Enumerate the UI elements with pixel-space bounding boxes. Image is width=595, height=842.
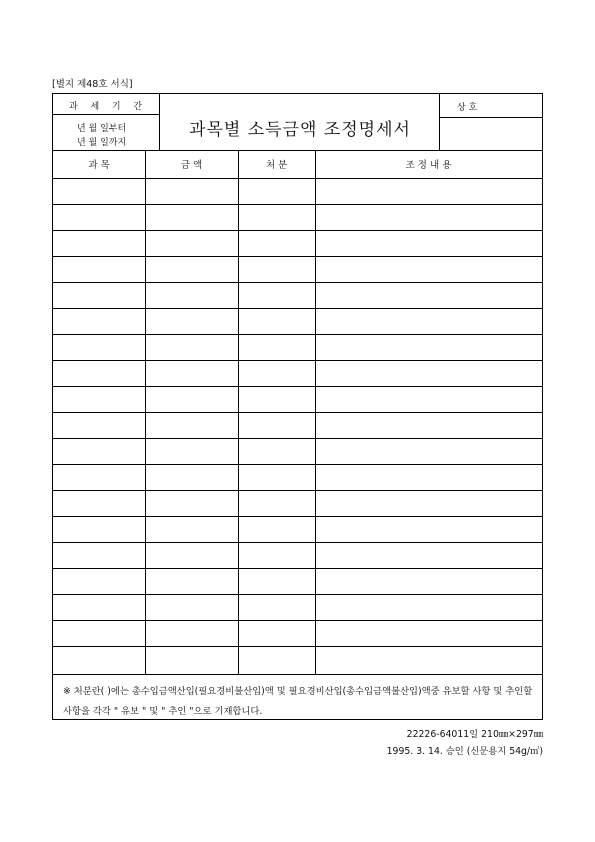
cell-disposal[interactable] <box>239 256 315 282</box>
header-divider-left <box>159 94 160 150</box>
cell-disposal[interactable] <box>239 542 315 568</box>
cell-disposal[interactable] <box>239 490 315 516</box>
cell-disposal[interactable] <box>239 412 315 438</box>
cell-amount[interactable] <box>146 646 238 672</box>
cell-subject[interactable] <box>53 646 145 672</box>
cell-disposal[interactable] <box>239 308 315 334</box>
cell-amount[interactable] <box>146 282 238 308</box>
table-row <box>53 204 542 230</box>
cell-amount[interactable] <box>146 204 238 230</box>
cell-amount[interactable] <box>146 360 238 386</box>
period-from-line: 년 월 일부터 <box>77 124 127 134</box>
cell-amount[interactable] <box>146 464 238 490</box>
cell-content[interactable] <box>316 256 542 282</box>
cell-amount[interactable] <box>146 412 238 438</box>
cell-content[interactable] <box>316 438 542 464</box>
cell-amount[interactable] <box>146 438 238 464</box>
cell-content[interactable] <box>316 594 542 620</box>
column-header-amount: 금 액 <box>180 160 203 171</box>
cell-amount[interactable] <box>146 178 238 204</box>
cell-amount[interactable] <box>146 542 238 568</box>
tax-period-label: 과 세 기 간 <box>69 102 148 112</box>
adjustment-form <box>52 93 543 720</box>
cell-disposal[interactable] <box>239 282 315 308</box>
table-row <box>53 386 542 412</box>
cell-amount[interactable] <box>146 490 238 516</box>
table-row <box>53 438 542 464</box>
company-name-field[interactable] <box>440 118 542 149</box>
table-row <box>53 568 542 594</box>
cell-amount[interactable] <box>146 568 238 594</box>
cell-content[interactable] <box>316 204 542 230</box>
cell-content[interactable] <box>316 490 542 516</box>
cell-subject[interactable] <box>53 412 145 438</box>
cell-content[interactable] <box>316 282 542 308</box>
form-number: [별지 제48호 서식] <box>52 79 133 90</box>
cell-content[interactable] <box>316 516 542 542</box>
cell-subject[interactable] <box>53 256 145 282</box>
period-divider <box>53 114 159 115</box>
cell-amount[interactable] <box>146 230 238 256</box>
cell-disposal[interactable] <box>239 438 315 464</box>
cell-disposal[interactable] <box>239 178 315 204</box>
company-name-label: 상 호 <box>457 103 478 113</box>
cell-subject[interactable] <box>53 438 145 464</box>
table-row <box>53 360 542 386</box>
cell-amount[interactable] <box>146 256 238 282</box>
cell-disposal[interactable] <box>239 646 315 672</box>
cell-disposal[interactable] <box>239 360 315 386</box>
table-row <box>53 490 542 516</box>
cell-content[interactable] <box>316 334 542 360</box>
cell-content[interactable] <box>316 542 542 568</box>
table-row <box>53 594 542 620</box>
form-title: 과목별 소득금액 조정명세서 <box>189 120 411 140</box>
cell-content[interactable] <box>316 620 542 646</box>
cell-content[interactable] <box>316 412 542 438</box>
instruction-note: ※ 처분란( )에는 총수입금액산입(필요경비불산입)액 및 필요경비산입(총수입금액불산입)액중 유보할 사항 및 추인할 사항을 각각 " 유보 " 및 " 추인 "으로 기재합니다. <box>63 686 533 717</box>
cell-subject[interactable] <box>53 334 145 360</box>
cell-content[interactable] <box>316 230 542 256</box>
cell-disposal[interactable] <box>239 594 315 620</box>
cell-subject[interactable] <box>53 620 145 646</box>
cell-subject[interactable] <box>53 464 145 490</box>
cell-subject[interactable] <box>53 516 145 542</box>
cell-disposal[interactable] <box>239 204 315 230</box>
cell-content[interactable] <box>316 178 542 204</box>
table-row <box>53 646 542 672</box>
cell-subject[interactable] <box>53 178 145 204</box>
cell-subject[interactable] <box>53 360 145 386</box>
table-row <box>53 516 542 542</box>
table-row <box>53 230 542 256</box>
table-row <box>53 282 542 308</box>
cell-content[interactable] <box>316 646 542 672</box>
cell-subject[interactable] <box>53 282 145 308</box>
cell-content[interactable] <box>316 568 542 594</box>
table-row <box>53 178 542 204</box>
form-code: 22226-64011일 210㎜×297㎜ <box>406 729 543 740</box>
cell-amount[interactable] <box>146 308 238 334</box>
column-header-content: 조 정 내 용 <box>405 160 452 171</box>
cell-subject[interactable] <box>53 386 145 412</box>
approval-info: 1995. 3. 14. 승인 (신문용지 54g/㎡) <box>386 746 543 757</box>
period-to-line: 년 월 일까지 <box>77 138 127 148</box>
table-bottom-rule <box>53 674 542 675</box>
cell-amount[interactable] <box>146 516 238 542</box>
cell-content[interactable] <box>316 386 542 412</box>
cell-amount[interactable] <box>146 594 238 620</box>
column-header-disposal: 처 분 <box>265 160 288 171</box>
column-header-subject: 과 목 <box>88 160 110 171</box>
cell-disposal[interactable] <box>239 334 315 360</box>
cell-subject[interactable] <box>53 490 145 516</box>
cell-disposal[interactable] <box>239 620 315 646</box>
cell-subject[interactable] <box>53 568 145 594</box>
cell-disposal[interactable] <box>239 516 315 542</box>
cell-content[interactable] <box>316 308 542 334</box>
table-row <box>53 412 542 438</box>
cell-amount[interactable] <box>146 386 238 412</box>
cell-subject[interactable] <box>53 204 145 230</box>
table-row <box>53 256 542 282</box>
table-row <box>53 620 542 646</box>
table-row <box>53 334 542 360</box>
cell-subject[interactable] <box>53 308 145 334</box>
cell-amount[interactable] <box>146 334 238 360</box>
cell-disposal[interactable] <box>239 386 315 412</box>
cell-subject[interactable] <box>53 594 145 620</box>
cell-content[interactable] <box>316 464 542 490</box>
cell-subject[interactable] <box>53 542 145 568</box>
cell-content[interactable] <box>316 360 542 386</box>
cell-disposal[interactable] <box>239 568 315 594</box>
cell-amount[interactable] <box>146 620 238 646</box>
table-row <box>53 464 542 490</box>
header-bottom-rule <box>53 150 542 151</box>
table-row <box>53 308 542 334</box>
cell-disposal[interactable] <box>239 464 315 490</box>
cell-disposal[interactable] <box>239 230 315 256</box>
table-row <box>53 542 542 568</box>
cell-subject[interactable] <box>53 230 145 256</box>
